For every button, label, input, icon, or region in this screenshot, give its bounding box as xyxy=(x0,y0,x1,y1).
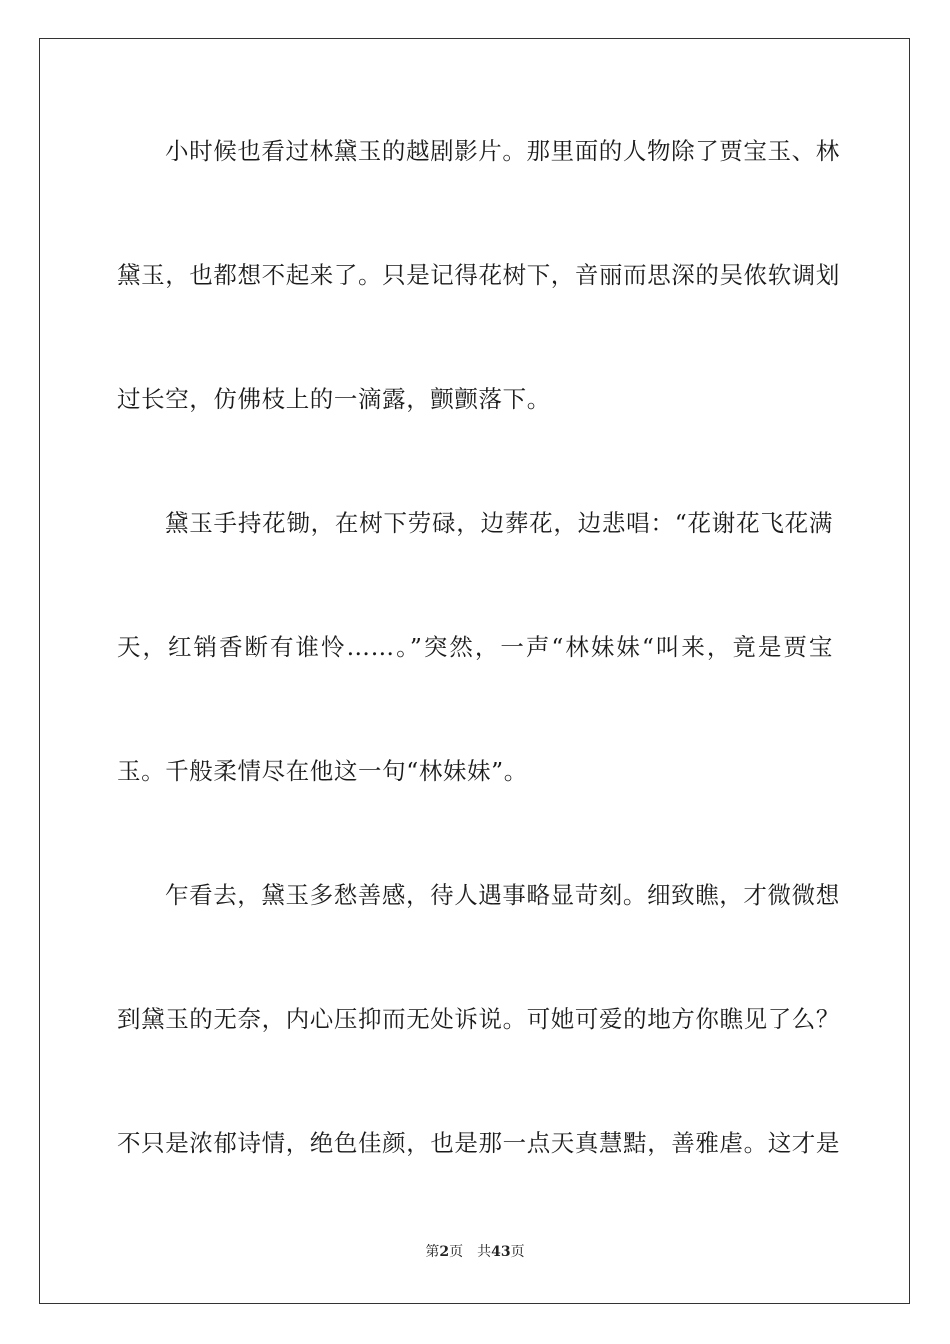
text-line: 黛玉，也都想不起来了。只是记得花树下，音丽而思深的吴侬软调划 xyxy=(117,261,840,289)
text-line: 过长空，仿佛枝上的一滴露，颤颤落下。 xyxy=(117,385,551,413)
text-line: 乍看去，黛玉多愁善感，待人遇事略显苛刻。细致瞧，才微微想 xyxy=(165,881,840,909)
text-line: 到黛玉的无奈，内心压抑而无处诉说。可她可爱的地方你瞧见了么？ xyxy=(117,1005,840,1033)
page-border xyxy=(39,38,910,1304)
text-line: 黛玉手持花锄，在树下劳碌，边葬花，边悲唱：“花谢花飞花满 xyxy=(165,509,833,537)
text-line: 不只是浓郁诗情，绝色佳颜，也是那一点天真慧黠，善雅虐。这才是 xyxy=(117,1129,840,1157)
text-line: 小时候也看过林黛玉的越剧影片。那里面的人物除了贾宝玉、林 xyxy=(165,137,840,165)
text-line: 天，红销香断有谁怜……。”突然，一声“林妹妹“叫来，竟是贾宝 xyxy=(117,633,833,661)
page-footer xyxy=(0,1243,950,1261)
total-unit: 页 xyxy=(510,1244,525,1260)
page-unit: 页 xyxy=(449,1244,464,1260)
text-line: 玉。千般柔情尽在他这一句“林妹妹”。 xyxy=(117,757,528,785)
total-pages: 43 xyxy=(491,1244,511,1260)
page-number: 2 xyxy=(439,1244,450,1260)
page-prefix: 第 xyxy=(425,1244,440,1260)
total-prefix: 共 xyxy=(477,1244,492,1260)
